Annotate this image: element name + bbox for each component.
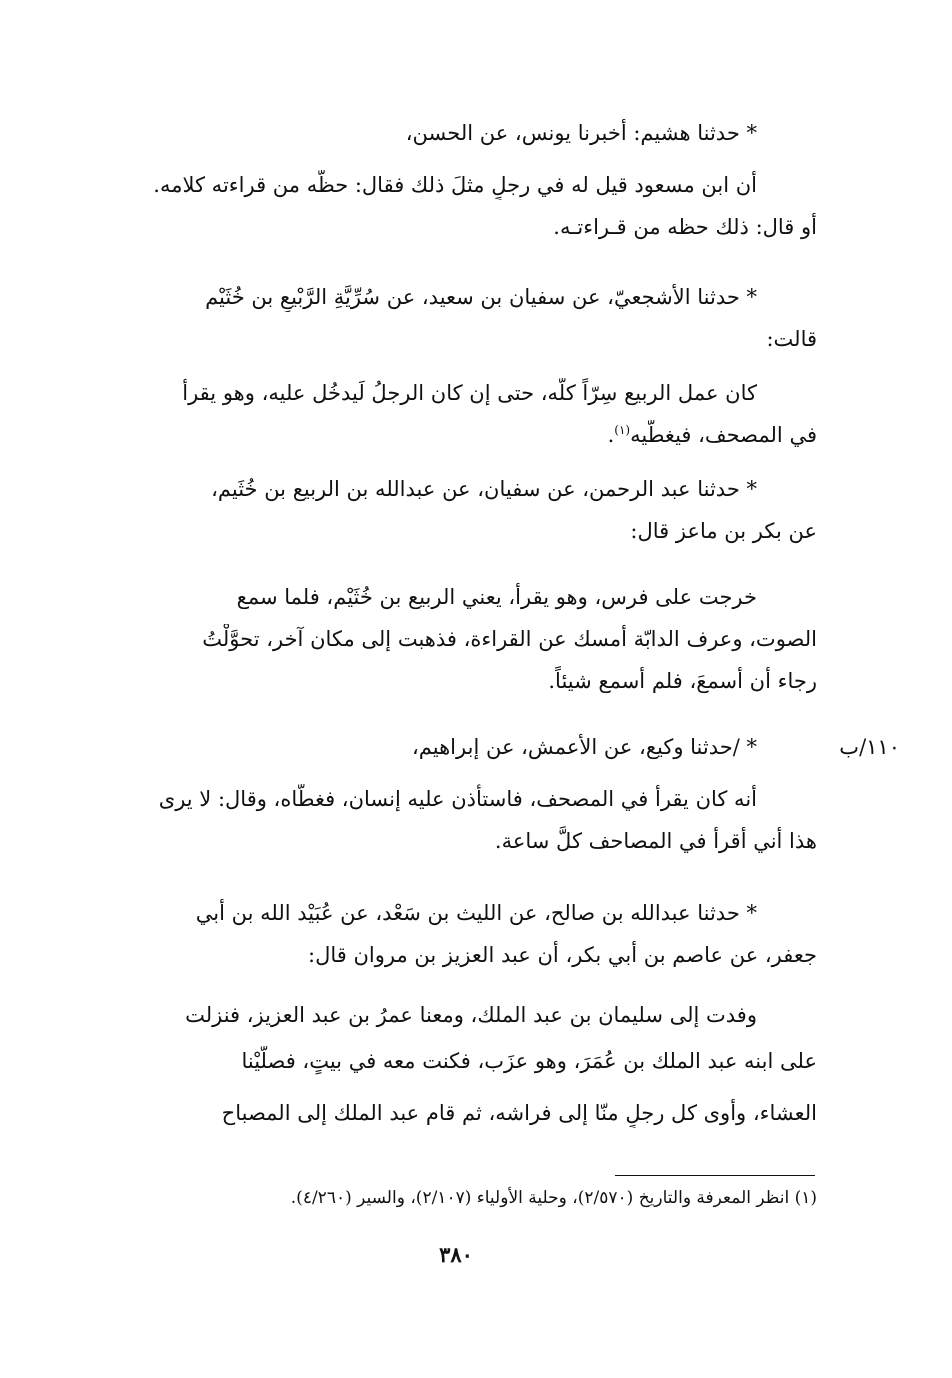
text-line: وفدت إلى سليمان بن عبد الملك، ومعنا عمرُ بن عبد العزيز، فنزلت (185, 1003, 757, 1027)
text-line: على ابنه عبد الملك بن عُمَرَ، وهو عزَب، فكنت معه في بيتٍ، فصلَّيْنا (241, 1049, 817, 1073)
footnote: (١) انظر المعرفة والتاريخ (٢/٥٧٠)، وحلية الأولياء (٢/١٠٧)، والسير (٤/٢٦٠). (290, 1188, 817, 1208)
text-line: * حدثنا عبدالله بن صالح، عن الليث بن سَعْد، عن عُبَيْد الله بن أبي (195, 901, 757, 925)
text-line: أن ابن مسعود قيل له في رجلٍ مثلَ ذلك فقال: حظُّه من قراءته كلامه. (153, 173, 757, 197)
text-fragment: في المصحف، فيغطّيه (630, 423, 817, 447)
text-line: رجاء أن أسمعَ، فلم أسمع شيئاً. (548, 669, 817, 693)
text-line: الصوت، وعرف الدابّة أمسك عن القراءة، فذهبت إلى مكان آخر، تحوَّلْتُ (202, 627, 817, 651)
text-line-with-footnote (127, 420, 817, 450)
text-fragment: . (607, 423, 615, 447)
text-line: كان عمل الربيع سِرّاً كلَّه، حتى إن كان الرجلُ لَيدخُل عليه، وهو يقرأ (182, 381, 757, 405)
text-line: أو قال: ذلك حظه من قـراءتـه. (553, 215, 817, 239)
text-line: عن بكر بن ماعز قال: (630, 519, 817, 543)
footnote-reference: (١) (614, 423, 631, 437)
text-line: * حدثنا هشيم: أخبرنا يونس، عن الحسن، (405, 121, 757, 145)
text-line: * حدثنا الأشجعيّ، عن سفيان بن سعيد، عن سُرِّيَّةِ الرَّبْيعِ بن خُثَيْم (205, 285, 757, 309)
text-line: العشاء، وأوى كل رجلٍ منّا إلى فراشه، ثم قام عبد الملك إلى المصباح (221, 1101, 817, 1125)
text-line: أنه كان يقرأ في المصحف، فاستأذن عليه إنسان، فغطَّاه، وقال: لا يرى (158, 787, 757, 811)
text-line: * حدثنا عبد الرحمن، عن سفيان، عن عبدالله بن الربيع بن خُثَيم، (211, 477, 757, 501)
text-line: قالت: (766, 327, 817, 351)
text-line: هذا أني أقرأ في المصاحف كلَّ ساعة. (494, 829, 817, 853)
text-line: خرجت على فرس، وهو يقرأ، يعني الربيع بن خُثَيْم، فلما سمع (236, 585, 757, 609)
text-line: * /حدثنا وكيع، عن الأعمش، عن إبراهيم، (412, 735, 757, 759)
margin-folio-note: ١١٠/ب (839, 735, 900, 759)
page-number: ٣٨٠ (439, 1242, 473, 1267)
text-line: جعفر، عن عاصم بن أبي بكر، أن عبد العزيز بن مروان قال: (308, 943, 817, 967)
footnote-separator (615, 1175, 815, 1176)
